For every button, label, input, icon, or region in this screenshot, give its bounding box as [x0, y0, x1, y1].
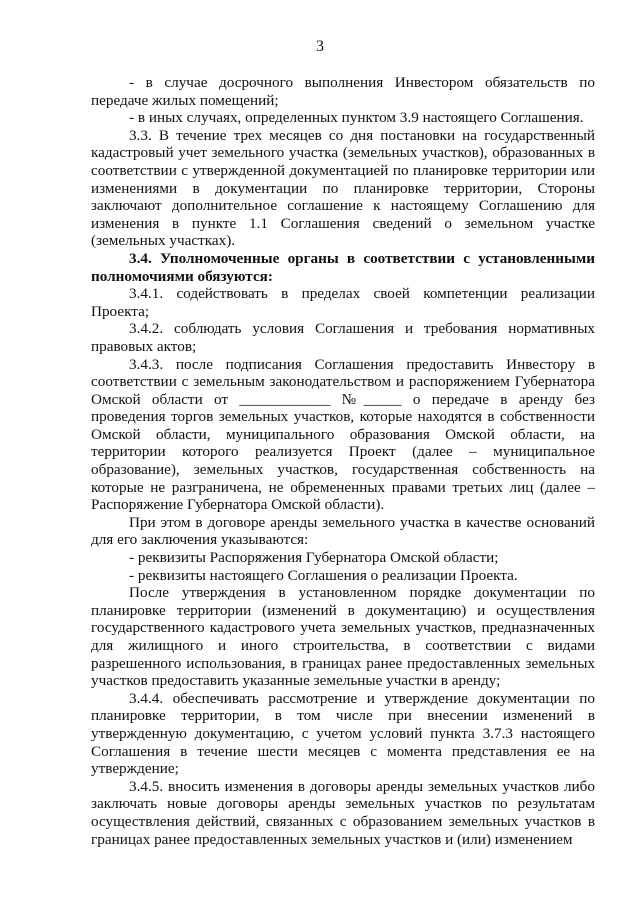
paragraph-clause-3-4-1: 3.4.1. содействовать в пределах своей компетенции реализации Проекта;	[91, 285, 595, 320]
paragraph: - в случае досрочного выполнения Инвестором обязательств по передаче жилых помещений;	[91, 74, 595, 109]
paragraph: При этом в договоре аренды земельного участка в качестве оснований для его заключения указываются:	[91, 513, 595, 549]
section-heading-3-4: 3.4. Уполномоченные органы в соответствии с установленными полномочиями обязуются:	[91, 249, 595, 285]
paragraph-clause-3-4-5: 3.4.5. вносить изменения в договоры аренды земельных участков либо заключать новые договоры аренды земельных участков по результатам осуществления действий, связанных с образованием земельных участков в границах ранее предоставленных земельных участков и (или) изменением	[91, 777, 595, 848]
paragraph: - реквизиты настоящего Соглашения о реализации Проекта.	[129, 566, 518, 584]
page-number: 3	[316, 38, 324, 55]
paragraph-clause-3-4-2: 3.4.2. соблюдать условия Соглашения и требования нормативных правовых актов;	[91, 320, 595, 355]
paragraph: После утверждения в установленном порядке документации по планировке территории (изменений в документацию) и осуществления государственного кадастрового учета земельных участков, предназначенных для жилищного и иного строительства, в соответствии с видами разрешенного использования, в границах ранее предоставленных земельных участков предоставить указанные земельные участки в аренду;	[91, 584, 595, 690]
paragraph-clause-3-4-4: 3.4.4. обеспечивать рассмотрение и утверждение документации по планировке территории, в том числе при внесении изменений в утвержденную документацию, с учетом условий пункта 3.7.3 настоящего Соглашения в течение шести месяцев с момента представления ее на утверждение;	[91, 689, 595, 778]
paragraph: - в иных случаях, определенных пунктом 3.9 настоящего Соглашения.	[129, 109, 584, 127]
paragraph-clause-3-3: 3.3. В течение трех месяцев со дня постановки на государственный кадастровый учет земельного участка (земельных участков), образованных в соответствии с утвержденной документацией по планировке территории или изменениями в документации по планировке территории, Стороны заключают дополнительное соглашение к настоящему Соглашению для изменения в пункте 1.1 Соглашения сведений о земельном участке (земельных участках).	[91, 126, 595, 250]
document-body	[91, 74, 595, 848]
paragraph: - реквизиты Распоряжения Губернатора Омской области;	[129, 549, 499, 567]
paragraph-clause-3-4-3: 3.4.3. после подписания Соглашения предоставить Инвестору в соответствии с земельным законодательством и распоряжением Губернатора Омской области от ____________ №_____ о передаче в аренду без проведения торгов земельных участков, которые находятся в собственности Омской области, муниципального образования Омской области, на территории которого реализуется Проект (далее – муниципальное образование), земельных участков, государственная собственность на которые не разграничена, не обремененных правами третьих лиц (далее – Распоряжение Губернатора Омской области).	[91, 355, 595, 514]
